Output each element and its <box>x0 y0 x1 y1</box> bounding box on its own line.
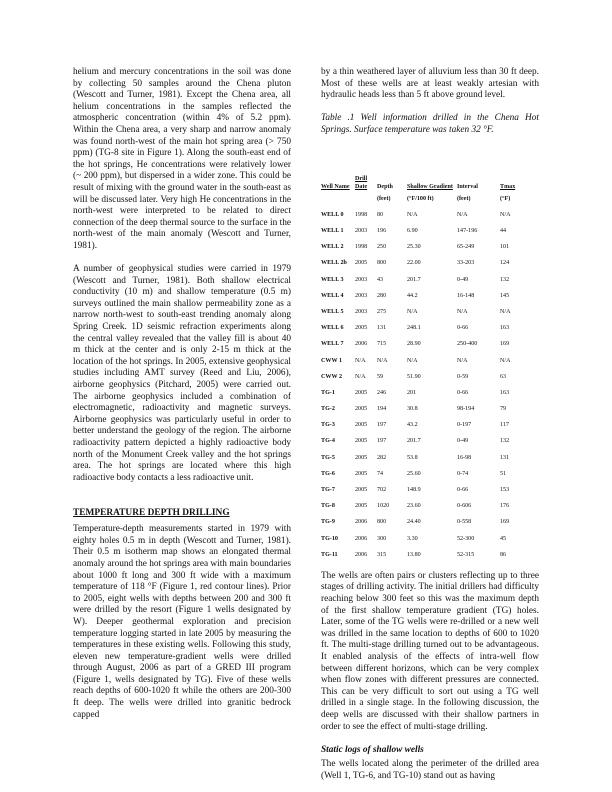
table-cell: 43 <box>377 276 384 283</box>
table-cell: 196 <box>377 228 387 235</box>
table-cell: 63 <box>500 373 507 380</box>
table-cell: 197 <box>377 438 387 445</box>
table-cell: 2005 <box>355 260 368 267</box>
table-cell: 2006 <box>355 535 368 542</box>
table-cell: N/A <box>457 211 468 218</box>
table-cell: 23.60 <box>407 503 421 510</box>
table-cell: WELL 2 <box>321 244 344 251</box>
table-cell: 0-49 <box>457 438 469 445</box>
table-cell: 1020 <box>377 503 390 510</box>
table-cell: 1998 <box>355 211 368 218</box>
table-row <box>321 385 539 401</box>
table-cell: 86 <box>500 551 507 558</box>
table-cell: 28.90 <box>407 341 421 348</box>
table-cell: WELL 5 <box>321 308 344 315</box>
table-cell: 163 <box>500 325 510 332</box>
table-cell: 2006 <box>355 551 368 558</box>
table-cell: 176 <box>500 503 510 510</box>
section-heading: TEMPERATURE DEPTH DRILLING <box>73 507 230 518</box>
table-caption: Table .1 Well information drilled in the Chena Hot Springs. Surface temperature was taken 32 °F. <box>321 113 539 135</box>
table-cell: 2005 <box>355 503 368 510</box>
table-cell: N/A <box>355 357 366 364</box>
table-cell: 52-315 <box>457 551 475 558</box>
table-cell: 131 <box>500 454 510 461</box>
subsection-heading: Static logs of shallow wells <box>321 744 424 755</box>
table-cell: 2006 <box>355 519 368 526</box>
paragraph-geophysics: A number of geophysical studies were carried in 1979 (Wescott and Turner, 1981). Both shallow electrical conductivity (10 m) and shallow temperature (0.5 m) surveys outlined the main shallow permeability zone as a narrow north-west to south-east trending anomaly along Spring Creek. 1D seismic refraction experiments along the central valley revealed that the valley fill is about 40 m thick at the center and is only 2-15 m thick at the location of the hot springs. In 2005, extensive geophysical studies including AMT survey (Reed and Liu, 2006), airborne geophysics (Pitchard, 2005) were carried out. The airborne geophysics included a combination of electromagnetic, radioactivity and magnetic surveys. Airborne geophysics was particularly useful in order to better understand the geology of the region. The airborne radioactivity pattern depicted a highly radioactive body north of the Monument Creek valley and the hot springs area. The hot springs are located where this high radioactive body contacts a less radioactive unit. <box>73 264 291 483</box>
table-cell: WELL 7 <box>321 341 344 348</box>
table-cell: 800 <box>377 260 387 267</box>
table-cell: 124 <box>500 260 510 267</box>
table-cell: N/A <box>500 308 511 315</box>
paragraph-static-logs: The wells located along the perimeter of the drilled area (Well 1, TG-6, and TG-10) stand out as having <box>321 759 539 781</box>
right-column <box>321 67 539 783</box>
table-cell: 80 <box>377 211 384 218</box>
table-row <box>321 369 539 385</box>
table-cell: 246 <box>377 389 387 396</box>
table-row <box>321 336 539 352</box>
table-cell: 22.00 <box>407 260 421 267</box>
table-cell: 117 <box>500 422 509 429</box>
table-row <box>321 288 539 304</box>
table-cell: CWW 1 <box>321 357 343 364</box>
table-cell: 13.80 <box>407 551 421 558</box>
table-cell: 1998 <box>355 244 368 251</box>
table-cell: 2003 <box>355 228 368 235</box>
table-row <box>321 255 539 271</box>
table-cell: TG-8 <box>321 503 335 510</box>
table-cell: 300 <box>377 535 387 542</box>
table-row <box>321 401 539 417</box>
table-cell: 201.7 <box>407 438 421 445</box>
table-cell: 0-558 <box>457 519 472 526</box>
table-cell: 2005 <box>355 389 368 396</box>
table-cell: 2005 <box>355 487 368 494</box>
table-cell: 79 <box>500 406 507 413</box>
table-row <box>321 547 539 563</box>
table-cell: 2005 <box>355 406 368 413</box>
table-cell: 6.90 <box>407 228 418 235</box>
table-cell: N/A <box>500 357 511 364</box>
table-cell: 0-74 <box>457 470 469 477</box>
col-header-shallow-gradient: Shallow Gradient <box>407 183 453 190</box>
col-header-interval: Interval <box>457 183 478 190</box>
table-cell: TG-11 <box>321 551 338 558</box>
table-cell: 0-49 <box>457 276 469 283</box>
paragraph-helium: helium and mercury concentrations in the soil was done by collecting 50 samples around the Chena pluton (Wescott and Turner, 1981). Except the Chena area, all helium concentrations in the samples reflected the atmospheric concentration (within 4% of 5.2 ppm). Within the Chena area, a very sharp and narrow anomaly was found north-west of the main hot spring area (> 750 ppm) (TG-8 site in Figure 1). Along the south-east end of the hot springs, He concentrations were relatively lower (~ 200 ppm), but dispersed in a wider zone. This could be result of mixing with the ground water in the south-east as will be discussed later. Very high He concentrations in the north-west were interpreted to be related to direct connection of the deep thermal source to the surface in the north-west of the main anomaly (Wescott and Turner, 1981). <box>73 67 291 251</box>
table-cell: 30.8 <box>407 406 418 413</box>
table-cell: 248.1 <box>407 325 421 332</box>
col-header-well-name: Well Name <box>321 183 350 190</box>
table-cell: 74 <box>377 470 384 477</box>
table-cell: N/A <box>407 211 418 218</box>
paragraph-wells-pairs: The wells are often pairs or clusters reflecting up to three stages of drilling activity. The initial drillers had difficulty reaching below 300 feet so this was the maximum depth of the first shallow temperature gradient (TG) holes. Later, some of the TG wells were re-drilled or a new well was drilled in the same location to depths of 600 to 1020 ft. The multi-stage drilling turned out to be advantageous. It enabled analysis of the effects of intra-well flow between different horizons, which can be very complex when flow zones with different pressures are connected. This can be very difficult to sort out using a TG well drilled in a single stage. In the following discussion, the deep wells are discussed with their shallow partners in order to see the effect of multi-stage drilling. <box>321 570 539 732</box>
table-cell: 800 <box>377 519 387 526</box>
table-row <box>321 207 539 223</box>
table-cell: 132 <box>500 438 510 445</box>
table-cell: 153 <box>500 487 510 494</box>
table-cell: 169 <box>500 341 510 348</box>
table-cell: WELL 0 <box>321 211 344 218</box>
table-cell: 0-197 <box>457 422 472 429</box>
table-cell: 44 <box>500 228 507 235</box>
table-cell: 250 <box>377 244 387 251</box>
table-cell: 201 <box>407 389 417 396</box>
table-cell: 2005 <box>355 422 368 429</box>
table-cell: N/A <box>407 308 418 315</box>
table-cell: 201.7 <box>407 276 421 283</box>
table-cell: 16-98 <box>457 454 472 461</box>
table-row <box>321 498 539 514</box>
table-cell: 25.60 <box>407 470 421 477</box>
table-cell: 194 <box>377 406 387 413</box>
table-cell: 132 <box>500 276 510 283</box>
table-cell: TG-7 <box>321 487 335 494</box>
table-row <box>321 272 539 288</box>
table-cell: 0-66 <box>457 325 469 332</box>
table-cell: TG-4 <box>321 438 335 445</box>
table-row <box>321 417 539 433</box>
table-cell: 148.9 <box>407 487 421 494</box>
table-cell: N/A <box>377 357 388 364</box>
table-cell: 33-203 <box>457 260 475 267</box>
table-cell: 52-300 <box>457 535 475 542</box>
table-cell: TG-5 <box>321 454 335 461</box>
col-header-depth: Depth <box>377 183 393 190</box>
table-cell: 0-66 <box>457 487 469 494</box>
table-row <box>321 514 539 530</box>
table-cell: 315 <box>377 551 387 558</box>
table-row <box>321 223 539 239</box>
table-cell: 65-249 <box>457 244 475 251</box>
table-cell: 3.30 <box>407 535 418 542</box>
well-info-table <box>321 151 539 563</box>
table-cell: 2005 <box>355 454 368 461</box>
table-cell: 2005 <box>355 438 368 445</box>
table-cell: WELL 4 <box>321 292 344 299</box>
table-row <box>321 433 539 449</box>
table-cell: 2005 <box>355 325 368 332</box>
table-cell: 0-66 <box>457 389 469 396</box>
table-cell: 24.40 <box>407 519 421 526</box>
left-column <box>73 67 291 721</box>
table-row <box>321 352 539 368</box>
table-cell: 163 <box>500 389 510 396</box>
table-row <box>321 239 539 255</box>
table-cell: N/A <box>355 373 366 380</box>
table-cell: WELL 6 <box>321 325 344 332</box>
table-cell: 250-400 <box>457 341 478 348</box>
table-row <box>321 450 539 466</box>
table-cell: 145 <box>500 292 510 299</box>
table-cell: 0-59 <box>457 373 469 380</box>
table-cell: 44.2 <box>407 292 418 299</box>
table-cell: TG-3 <box>321 422 335 429</box>
table-cell: 43.2 <box>407 422 418 429</box>
paragraph-alluvium: by a thin weathered layer of alluvium less than 30 ft deep. Most of these wells are at least weakly artesian with hydraulic heads less than 5 ft above ground level. <box>321 67 539 101</box>
table-cell: 45 <box>500 535 507 542</box>
table-cell: 59 <box>377 373 384 380</box>
table-cell: 2003 <box>355 308 368 315</box>
table-cell: WELL 2b <box>321 260 347 267</box>
table-cell: 0-606 <box>457 503 472 510</box>
table-header-row <box>321 151 539 191</box>
table-cell: WELL 3 <box>321 276 344 283</box>
table-cell: N/A <box>500 211 511 218</box>
table-cell: N/A <box>457 357 468 364</box>
table-cell: 282 <box>377 454 387 461</box>
table-cell: 275 <box>377 308 387 315</box>
col-header-drill-date: Drill Date <box>355 175 368 190</box>
table-cell: CWW 2 <box>321 373 343 380</box>
table-cell: TG-9 <box>321 519 335 526</box>
table-cell: 2006 <box>355 341 368 348</box>
table-units-row: (feet) (°F/100 ft) (feet) (°F) <box>377 195 511 202</box>
table-cell: 53.8 <box>407 454 418 461</box>
table-row <box>321 304 539 320</box>
table-cell: 169 <box>500 519 510 526</box>
table-cell: TG-1 <box>321 389 335 396</box>
table-row <box>321 320 539 336</box>
table-cell: N/A <box>407 357 418 364</box>
table-cell: 702 <box>377 487 387 494</box>
table-cell: 2003 <box>355 292 368 299</box>
table-cell: 25.30 <box>407 244 421 251</box>
table-cell: TG-6 <box>321 470 335 477</box>
table-cell: TG-10 <box>321 535 338 542</box>
table-cell: 98-194 <box>457 406 475 413</box>
table-cell: 2003 <box>355 276 368 283</box>
col-header-tmax: Tmax <box>500 183 516 190</box>
table-row <box>321 482 539 498</box>
table-cell: 715 <box>377 341 387 348</box>
table-cell: 51 <box>500 470 507 477</box>
table-cell: 147-196 <box>457 228 478 235</box>
table-cell: TG-2 <box>321 406 335 413</box>
table-cell: 101 <box>500 244 510 251</box>
table-cell: WELL 1 <box>321 228 344 235</box>
table-cell: N/A <box>457 308 468 315</box>
table-cell: 51.90 <box>407 373 421 380</box>
table-cell: 16-148 <box>457 292 475 299</box>
table-body <box>321 191 539 563</box>
table-row <box>321 531 539 547</box>
table-cell: 131 <box>377 325 387 332</box>
table-cell: 2005 <box>355 470 368 477</box>
table-cell: 280 <box>377 292 387 299</box>
table-row <box>321 466 539 482</box>
paragraph-drilling: Temperature-depth measurements started in 1979 with eighty holes 0.5 m in depth (Wescott and Turner, 1981). Their 0.5 m isotherm map shows an elongated thermal anomaly around the hot springs area with main boundaries about 1000 ft long and 300 ft wide with a maximum temperature of 118 °F (Figure 1, red contour lines). Prior to 2005, eight wells with depths between 200 and 300 ft were drilled by the resort (Figure 1 wells designated by W). Deeper geothermal exploration and precision temperature logging started in late 2005 by measuring the temperatures in these existing wells. Following this study, eleven new temperature-gradient wells were drilled through August, 2006 as part of a GRED III program (Figure 1, wells designated by TG). Five of these wells reach depths of 600-1020 ft while the others are 200-300 ft deep. The wells were drilled into granitic bedrock capped <box>73 524 291 720</box>
table-cell: 197 <box>377 422 387 429</box>
